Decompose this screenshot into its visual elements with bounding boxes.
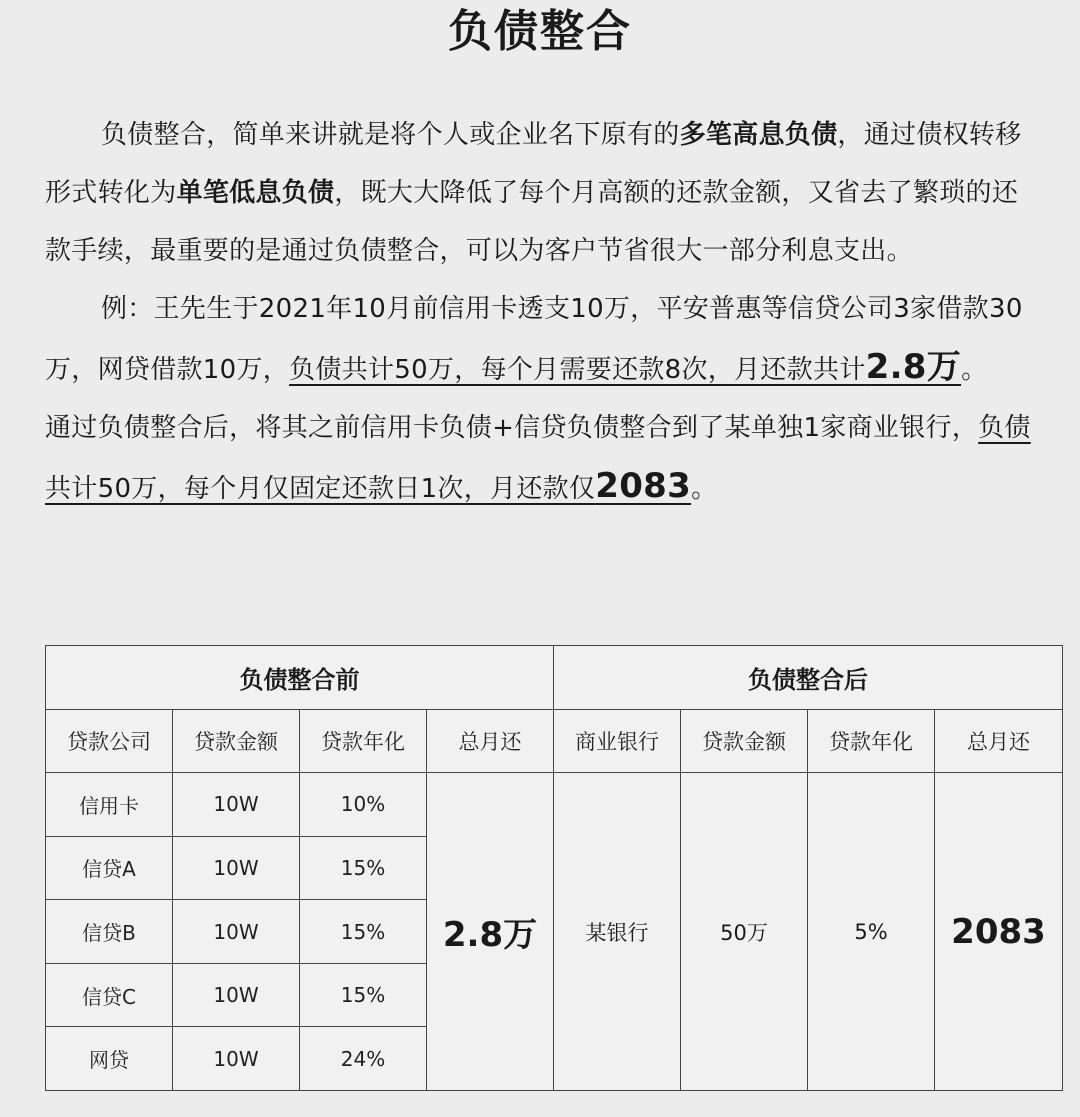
table-row [46, 773, 1063, 837]
group-header-row [46, 646, 1063, 710]
loan-company-cell: 信贷A [46, 836, 173, 900]
after-bank-name: 某银行 [554, 773, 681, 1091]
header-loan-amount: 贷款金额 [173, 709, 300, 773]
header-monthly-total: 总月还 [427, 709, 554, 773]
header-after-amount: 贷款金额 [681, 709, 808, 773]
loan-company-cell: 信贷C [46, 963, 173, 1027]
article-body [45, 106, 1040, 518]
loan-rate-cell: 15% [300, 836, 427, 900]
loan-company-cell: 网贷 [46, 1027, 173, 1091]
header-loan-rate: 贷款年化 [300, 709, 427, 773]
after-monthly-total: 2083 [935, 773, 1063, 1091]
intro-bold-1: 多笔高息负债 [679, 120, 838, 150]
intro-bold-2: 单笔低息负债 [176, 178, 335, 208]
paragraph-example [45, 280, 1040, 399]
loan-rate-cell: 24% [300, 1027, 427, 1091]
example-underlined-text: 负债共计50万，每个月需要还款8次，月还款共计 [289, 355, 866, 385]
column-header-row [46, 709, 1063, 773]
page-title: 负债整合 [448, 6, 632, 57]
result-text: 通过负债整合后，将其之前信用卡负债+信贷负债整合到了某单独1家商业银行， [45, 413, 979, 443]
loan-company-cell: 信贷B [46, 900, 173, 964]
before-monthly-total: 2.8万 [427, 773, 554, 1091]
loan-rate-cell: 15% [300, 900, 427, 964]
loan-amount-cell: 10W [173, 963, 300, 1027]
example-total-before: 2.8万 [865, 347, 962, 387]
header-after-monthly-total: 总月还 [935, 709, 1063, 773]
paragraph-result [45, 399, 1040, 518]
loan-amount-cell: 10W [173, 836, 300, 900]
loan-rate-cell: 10% [300, 773, 427, 837]
result-total-after: 2083 [595, 466, 692, 506]
result-end: 。 [691, 474, 718, 504]
result-underlined-text: 负债共计50万，每个月仅固定还款日1次，月还款仅 [45, 413, 1031, 504]
after-loan-amount: 50万 [681, 773, 808, 1091]
after-loan-rate: 5% [808, 773, 935, 1091]
loan-amount-cell: 10W [173, 773, 300, 837]
loan-rate-cell: 15% [300, 963, 427, 1027]
example-text: 例：王先生于2021年10月前信用卡透支10万，平安普惠等信贷公司3家借款30万，网贷借款10万， [45, 294, 1023, 385]
before-group-title: 负债整合前 [46, 646, 554, 710]
intro-text-1: 负债整合，简单来讲就是将个人或企业名下原有的 [101, 120, 680, 150]
after-group-title: 负债整合后 [554, 646, 1063, 710]
example-underlined [289, 347, 962, 387]
header-after-rate: 贷款年化 [808, 709, 935, 773]
example-end: 。 [961, 355, 988, 385]
header-bank: 商业银行 [554, 709, 681, 773]
paragraph-intro [45, 106, 1040, 280]
loan-amount-cell: 10W [173, 900, 300, 964]
comparison-table [45, 645, 1063, 1091]
loan-company-cell: 信用卡 [46, 773, 173, 837]
intro-text-3: ，既大大降低了每个月高额的还款金额，又省去了繁琐的还款手续，最重要的是通过负债整合，可以为客户节省很大一部分利息支出。 [45, 178, 1019, 266]
intro-text-2: ，通过债权转移形式转化为 [45, 120, 1022, 208]
header-loan-company: 贷款公司 [46, 709, 173, 773]
loan-amount-cell: 10W [173, 1027, 300, 1091]
